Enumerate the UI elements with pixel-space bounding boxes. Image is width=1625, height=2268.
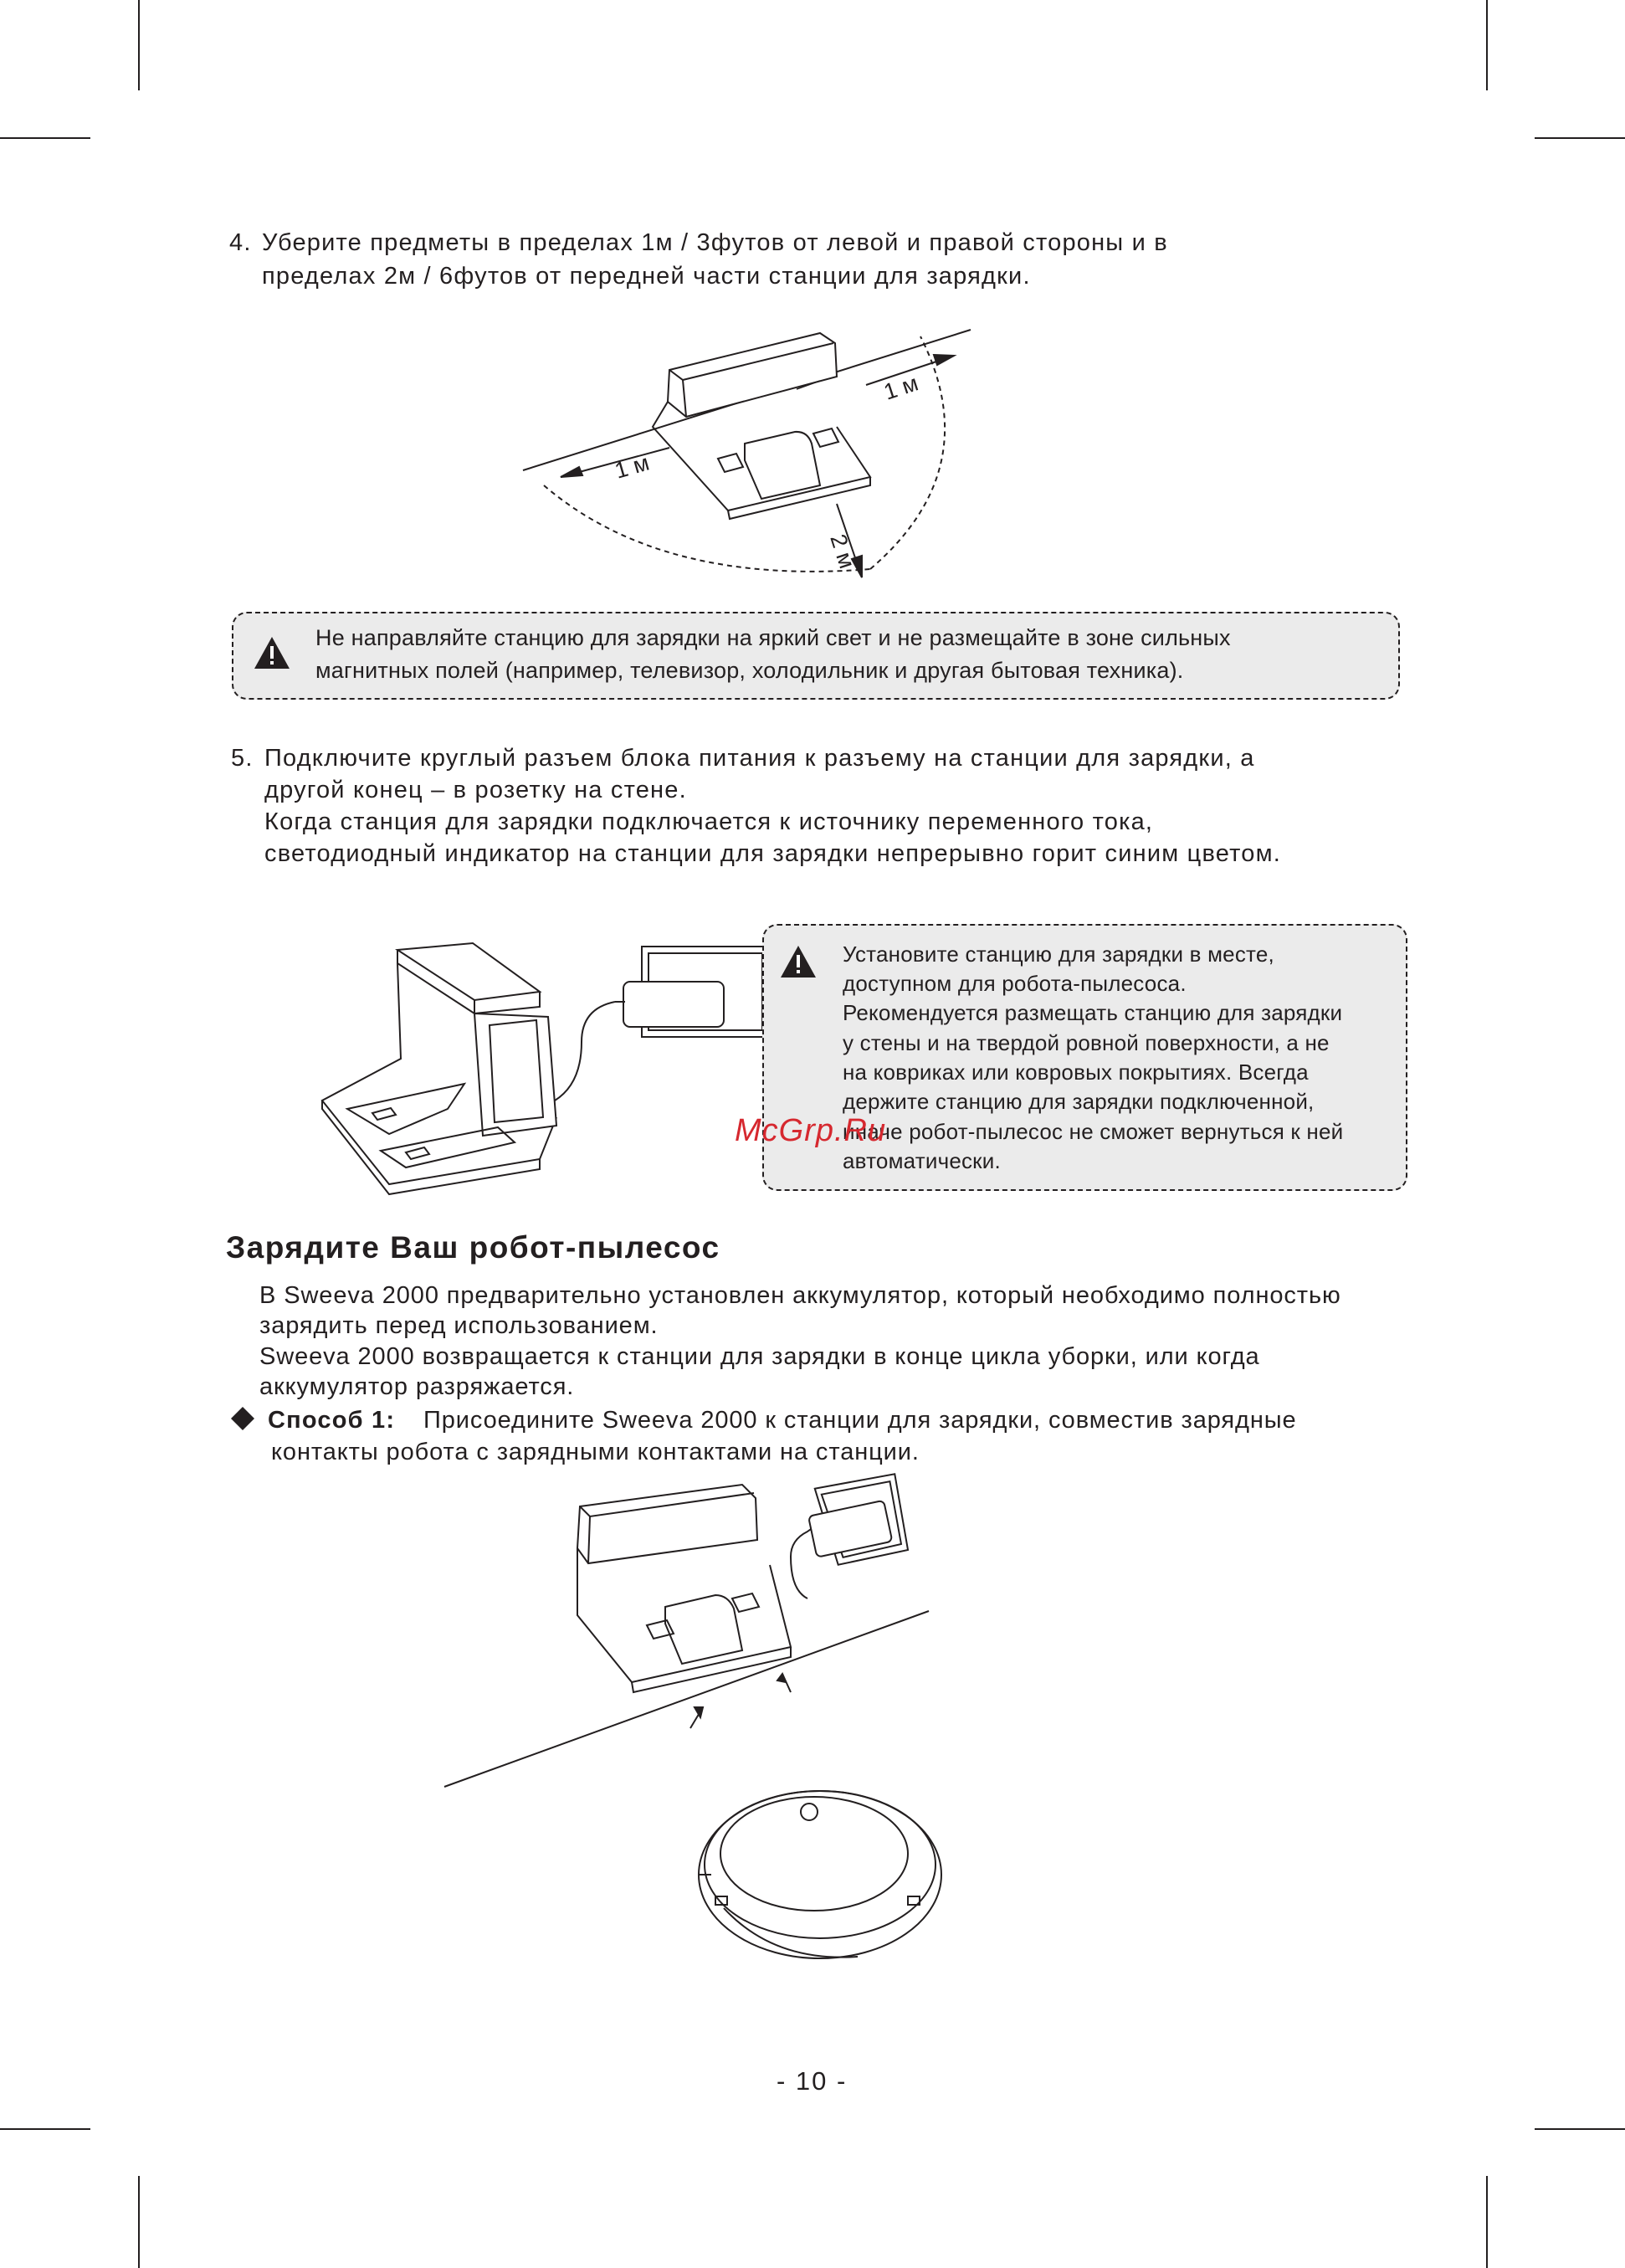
warning2-line: Установите станцию для зарядки в месте, (843, 942, 1274, 967)
diamond-bullet-icon (230, 1406, 255, 1431)
warning2-line: у стены и на твердой ровной поверхности, а не (843, 1030, 1330, 1055)
crop-mark (138, 0, 140, 90)
warning2-line: иначе робот-пылесос не сможет вернуться к ней (843, 1119, 1344, 1144)
step4-line2: пределах 2м / 6футов от передней части станции для зарядки. (262, 263, 1031, 290)
watermark: McGrp.Ru (735, 1113, 887, 1148)
warning1-line2: магнитных полей (например, телевизор, холодильник и другая бытовая техника). (315, 658, 1184, 683)
crop-mark (1535, 137, 1625, 139)
step4-line1: Уберите предметы в пределах 1м / 3футов от левой и правой стороны и в (262, 229, 1168, 256)
station-power-illustration (297, 933, 778, 1201)
section-heading: Зарядите Ваш робот-пылесос (226, 1230, 720, 1265)
warning2-line: держите станцию для зарядки подключенной, (843, 1089, 1315, 1114)
para1-line2: зарядить перед использованием. (259, 1312, 659, 1339)
step5-line3: Когда станция для зарядки подключается к источнику переменного тока, (264, 808, 1154, 835)
warning-icon (253, 635, 291, 670)
para2-line2: аккумулятор разряжается. (259, 1373, 575, 1400)
para2-line1: Sweeva 2000 возвращается к станции для зарядки в конце цикла уборки, или когда (259, 1343, 1260, 1370)
crop-mark (1535, 2128, 1625, 2130)
step4-number: 4. (229, 229, 252, 256)
crop-mark (0, 2128, 90, 2130)
warning-icon (779, 944, 818, 979)
robot-docking-illustration (439, 1473, 941, 2017)
crop-mark (138, 2176, 140, 2268)
station-clearance-illustration (519, 318, 987, 594)
warning2-line: автоматически. (843, 1148, 1001, 1173)
crop-mark (0, 137, 90, 139)
figure1-label-front: 2 м (825, 531, 860, 572)
step5-line4: светодиодный индикатор на станции для зарядки непрерывно горит синим цветом. (264, 840, 1281, 867)
step5-line2: другой конец – в розетку на стене. (264, 777, 687, 803)
warning2-line: доступном для робота-пылесоса. (843, 971, 1187, 996)
figure1-label-right: 1 м (880, 370, 921, 405)
step5-number: 5. (231, 745, 254, 772)
figure1-label-left: 1 м (612, 449, 653, 484)
crop-mark (1486, 2176, 1488, 2268)
method1-label: Способ 1: (268, 1407, 396, 1434)
warning2-line: на ковриках или ковровых покрытиях. Всегда (843, 1060, 1309, 1085)
method1-line1: Присоедините Sweeva 2000 к станции для зарядки, совместив зарядные (423, 1407, 1297, 1434)
step5-line1: Подключите круглый разъем блока питания к разъему на станции для зарядки, а (264, 745, 1255, 772)
crop-mark (1486, 0, 1488, 90)
method1-line2: контакты робота с зарядными контактами на станции. (271, 1439, 920, 1465)
warning1-line1: Не направляйте станцию для зарядки на яркий свет и не размещайте в зоне сильных (315, 625, 1231, 650)
warning2-line: Рекомендуется размещать станцию для зарядки (843, 1000, 1343, 1025)
para1-line1: В Sweeva 2000 предварительно установлен аккумулятор, который необходимо полностью (259, 1282, 1341, 1309)
page-number: - 10 - (777, 2066, 848, 2096)
